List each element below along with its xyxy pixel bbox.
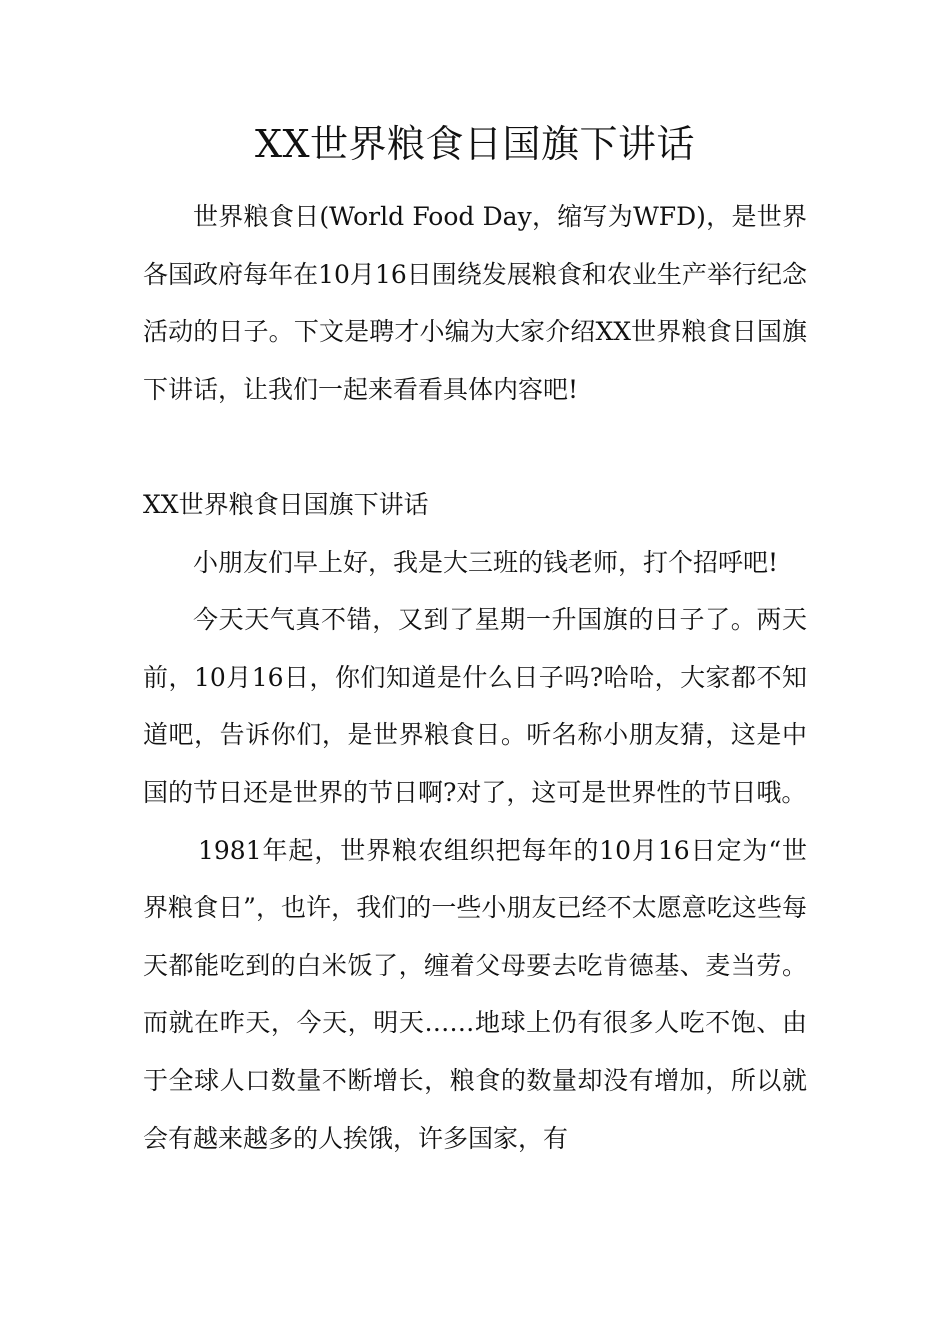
blank-line [143,418,807,476]
body-paragraph-food-day: 今天天气真不错，又到了星期一升国旗的日子了。两天前，10月16日，你们知道是什么日子吗?哈哈，大家都不知道吧，告诉你们，是世界粮食日。听名称小朋友猜，这是中国的节日还是世界的节日啊?对了，这可是世界性的节日哦。 [143,605,807,807]
intro-paragraph: 世界粮食日(World Food Day，缩写为WFD)，是世界各国政府每年在10月16日围绕发展粮食和农业生产举行纪念活动的日子。下文是聘才小编为大家介绍XX世界粮食日国旗下讲话，让我们一起来看看具体内容吧! [143,202,807,404]
section-heading: XX世界粮食日国旗下讲话 [143,489,429,519]
body-paragraph-greeting: 小朋友们早上好，我是大三班的钱老师，打个招呼吧! [193,547,779,577]
document-body [143,188,807,1167]
body-paragraph-history: 1981年起，世界粮农组织把每年的10月16日定为“世界粮食日”，也许，我们的一些小朋友已经不太愿意吃这些每天都能吃到的白米饭了，缠着父母要去吃肯德基、麦当劳。而就在昨天，今天，明天……地球上仍有很多人吃不饱、由于全球人口数量不断增长，粮食的数量却没有增加，所以就会有越来越多的人挨饿，许多国家，有 [143,835,807,1153]
document-title: XX世界粮食日国旗下讲话 [254,122,696,166]
